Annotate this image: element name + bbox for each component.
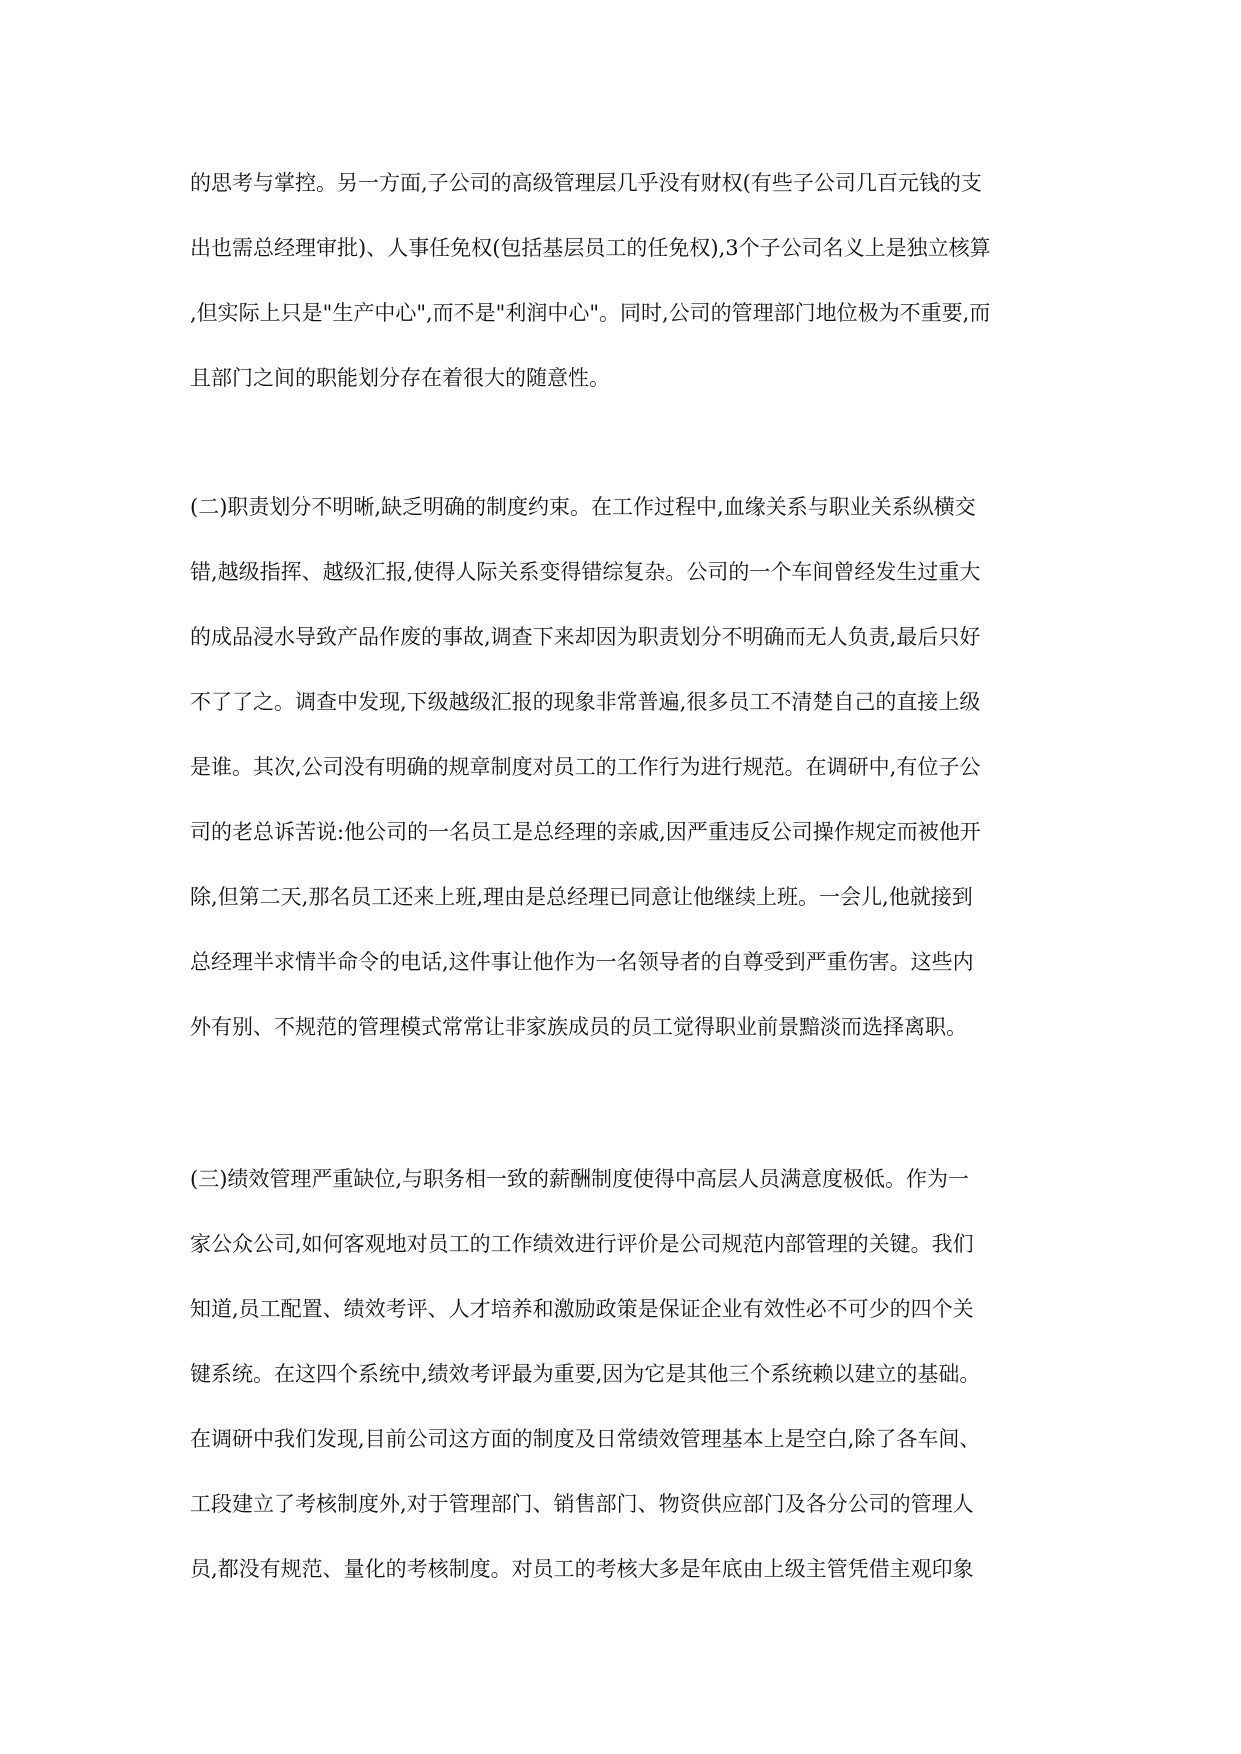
text-line: 不了了之。调查中发现,下级越级汇报的现象非常普遍,很多员工不清楚自己的直接上级 bbox=[190, 690, 981, 714]
text-line: 外有别、不规范的管理模式常常让非家族成员的员工觉得职业前景黯淡而选择离职。 bbox=[190, 1015, 967, 1039]
paragraph-3 bbox=[190, 1147, 1070, 1602]
text-line: 的思考与掌控。另一方面,子公司的高级管理层几乎没有财权(有些子公司几百元钱的支 bbox=[190, 171, 982, 195]
text-line: 出也需总经理审批)、人事任免权(包括基层员工的任免权),3个子公司名义上是独立核算 bbox=[190, 236, 991, 260]
text-line: 工段建立了考核制度外,对于管理部门、销售部门、物资供应部门及各分公司的管理人 bbox=[190, 1492, 974, 1516]
text-line: 键系统。在这四个系统中,绩效考评最为重要,因为它是其他三个系统赖以建立的基础。 bbox=[190, 1362, 981, 1386]
text-line: 错,越级指挥、越级汇报,使得人际关系变得错综复杂。公司的一个车间曾经发生过重大 bbox=[190, 560, 981, 584]
text-line: 家公众公司,如何客观地对员工的工作绩效进行评价是公司规范内部管理的关键。我们 bbox=[190, 1232, 974, 1256]
text-line: 司的老总诉苦说:他公司的一名员工是总经理的亲戚,因严重违反公司操作规定而被他开 bbox=[190, 820, 981, 844]
text-line: 除,但第二天,那名员工还来上班,理由是总经理已同意让他继续上班。一会儿,他就接到 bbox=[190, 885, 973, 909]
paragraph-1 bbox=[190, 151, 1070, 411]
text-line: 员,都没有规范、量化的考核制度。对员工的考核大多是年底由上级主管凭借主观印象 bbox=[190, 1557, 974, 1581]
text-line: 的成品浸水导致产品作废的事故,调查下来却因为职责划分不明确而无人负责,最后只好 bbox=[190, 625, 981, 649]
text-line: (二)职责划分不明晰,缺乏明确的制度约束。在工作过程中,血缘关系与职业关系纵横交 bbox=[190, 495, 976, 519]
text-line: (三)绩效管理严重缺位,与职务相一致的薪酬制度使得中高层人员满意度极低。作为一 bbox=[190, 1167, 970, 1191]
text-line: ,但实际上只是"生产中心",而不是"利润中心"。同时,公司的管理部门地位极为不重要,而 bbox=[190, 301, 991, 325]
text-line: 总经理半求情半命令的电话,这件事让他作为一名领导者的自尊受到严重伤害。这些内 bbox=[190, 950, 974, 974]
paragraph-2 bbox=[190, 475, 1070, 1060]
text-line: 且部门之间的职能划分存在着很大的随意性。 bbox=[190, 366, 610, 390]
text-line: 在调研中我们发现,目前公司这方面的制度及日常绩效管理基本上是空白,除了各车间、 bbox=[190, 1427, 981, 1451]
text-line: 知道,员工配置、绩效考评、人才培养和激励政策是保证企业有效性必不可少的四个关 bbox=[190, 1297, 974, 1321]
text-line: 是谁。其次,公司没有明确的规章制度对员工的工作行为进行规范。在调研中,有位子公 bbox=[190, 755, 981, 779]
